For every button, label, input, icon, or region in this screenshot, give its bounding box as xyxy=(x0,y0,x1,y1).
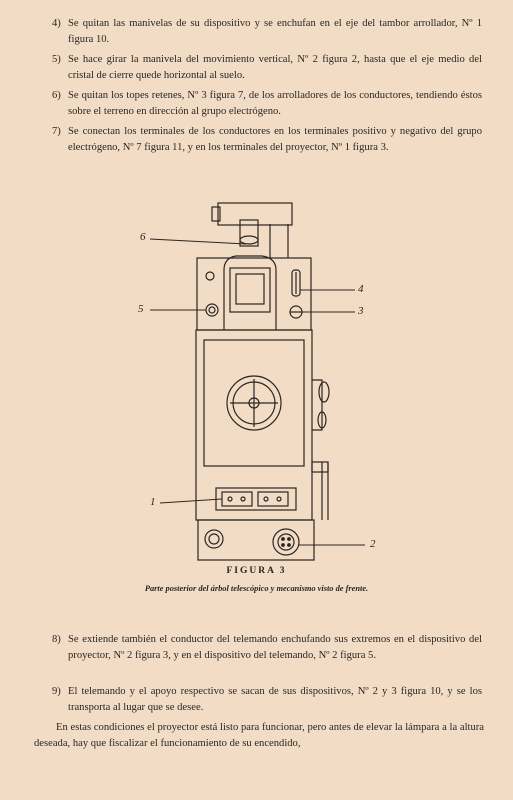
step-9 xyxy=(52,684,482,716)
callout-5: 5 xyxy=(138,303,144,315)
base xyxy=(198,520,314,560)
figure-title: FIGURA 3 xyxy=(226,566,287,576)
knob-5 xyxy=(206,304,218,316)
step-number: 7) xyxy=(52,126,61,137)
base-knob xyxy=(205,530,223,548)
socket-2 xyxy=(273,529,299,555)
window-frame xyxy=(224,256,276,330)
leader-1 xyxy=(160,499,222,503)
head-section xyxy=(197,258,311,330)
side-crank xyxy=(312,380,322,430)
step-text: Se hace girar la manivela del movimiento vertical, Nº 2 figura 2, hasta que el eje medio del cristal de cierre quede horizontal al suelo. xyxy=(68,54,482,81)
callout-4: 4 xyxy=(358,283,364,295)
step-8 xyxy=(52,632,482,664)
callout-1: 1 xyxy=(150,496,156,508)
closing-text: En estas condiciones el proyector está listo para funcionar, pero antes de elevar la lámpara a la altura deseada, hay que fiscalizar el funcionamiento de su encendido, xyxy=(34,722,484,749)
step-text: Se quitan las manivelas de su dispositivo y se enchufan en el eje del tambor arrollador, Nº 1 figura 10. xyxy=(68,18,482,45)
step-text: El telemando y el apoyo respectivo se sacan de sus dispositivos, Nº 2 y 3 figura 10, y se los transporta al lugar que se desee. xyxy=(68,686,482,713)
step-text: Se quitan los topes retenes, Nº 3 figura 7, de los arrolladores de los conductores, tendiendo éstos sobre el terreno en dirección al grupo electrógeno. xyxy=(68,90,482,117)
callout-3: 3 xyxy=(358,305,364,317)
figure-caption: Parte posterior del árbol telescópico y mecanismo visto de frente. xyxy=(144,584,369,593)
step-number: 4) xyxy=(52,18,61,29)
step-text: Se conectan los terminales de los conductores en los terminales positivo y negativo del grupo electrógeno, Nº 7 figura 11, y en los terminales del proyector, Nº 1 figura 3. xyxy=(68,126,482,153)
step-text: Se extiende también el conductor del telemando enchufando sus extremos en el dispositivo del proyector, Nº 2 figura 3, y en el dispositivo del telemando, Nº 2 figura 5. xyxy=(68,634,482,661)
lamp-housing-top xyxy=(218,203,292,225)
step-number: 9) xyxy=(52,686,61,697)
callout-2: 2 xyxy=(370,538,376,550)
leader-6 xyxy=(150,239,246,244)
closing-paragraph xyxy=(34,720,484,752)
callout-6: 6 xyxy=(140,231,146,243)
step-number: 5) xyxy=(52,54,61,65)
step-number: 8) xyxy=(52,634,61,645)
lamp-barrel xyxy=(240,220,258,246)
step-number: 6) xyxy=(52,90,61,101)
